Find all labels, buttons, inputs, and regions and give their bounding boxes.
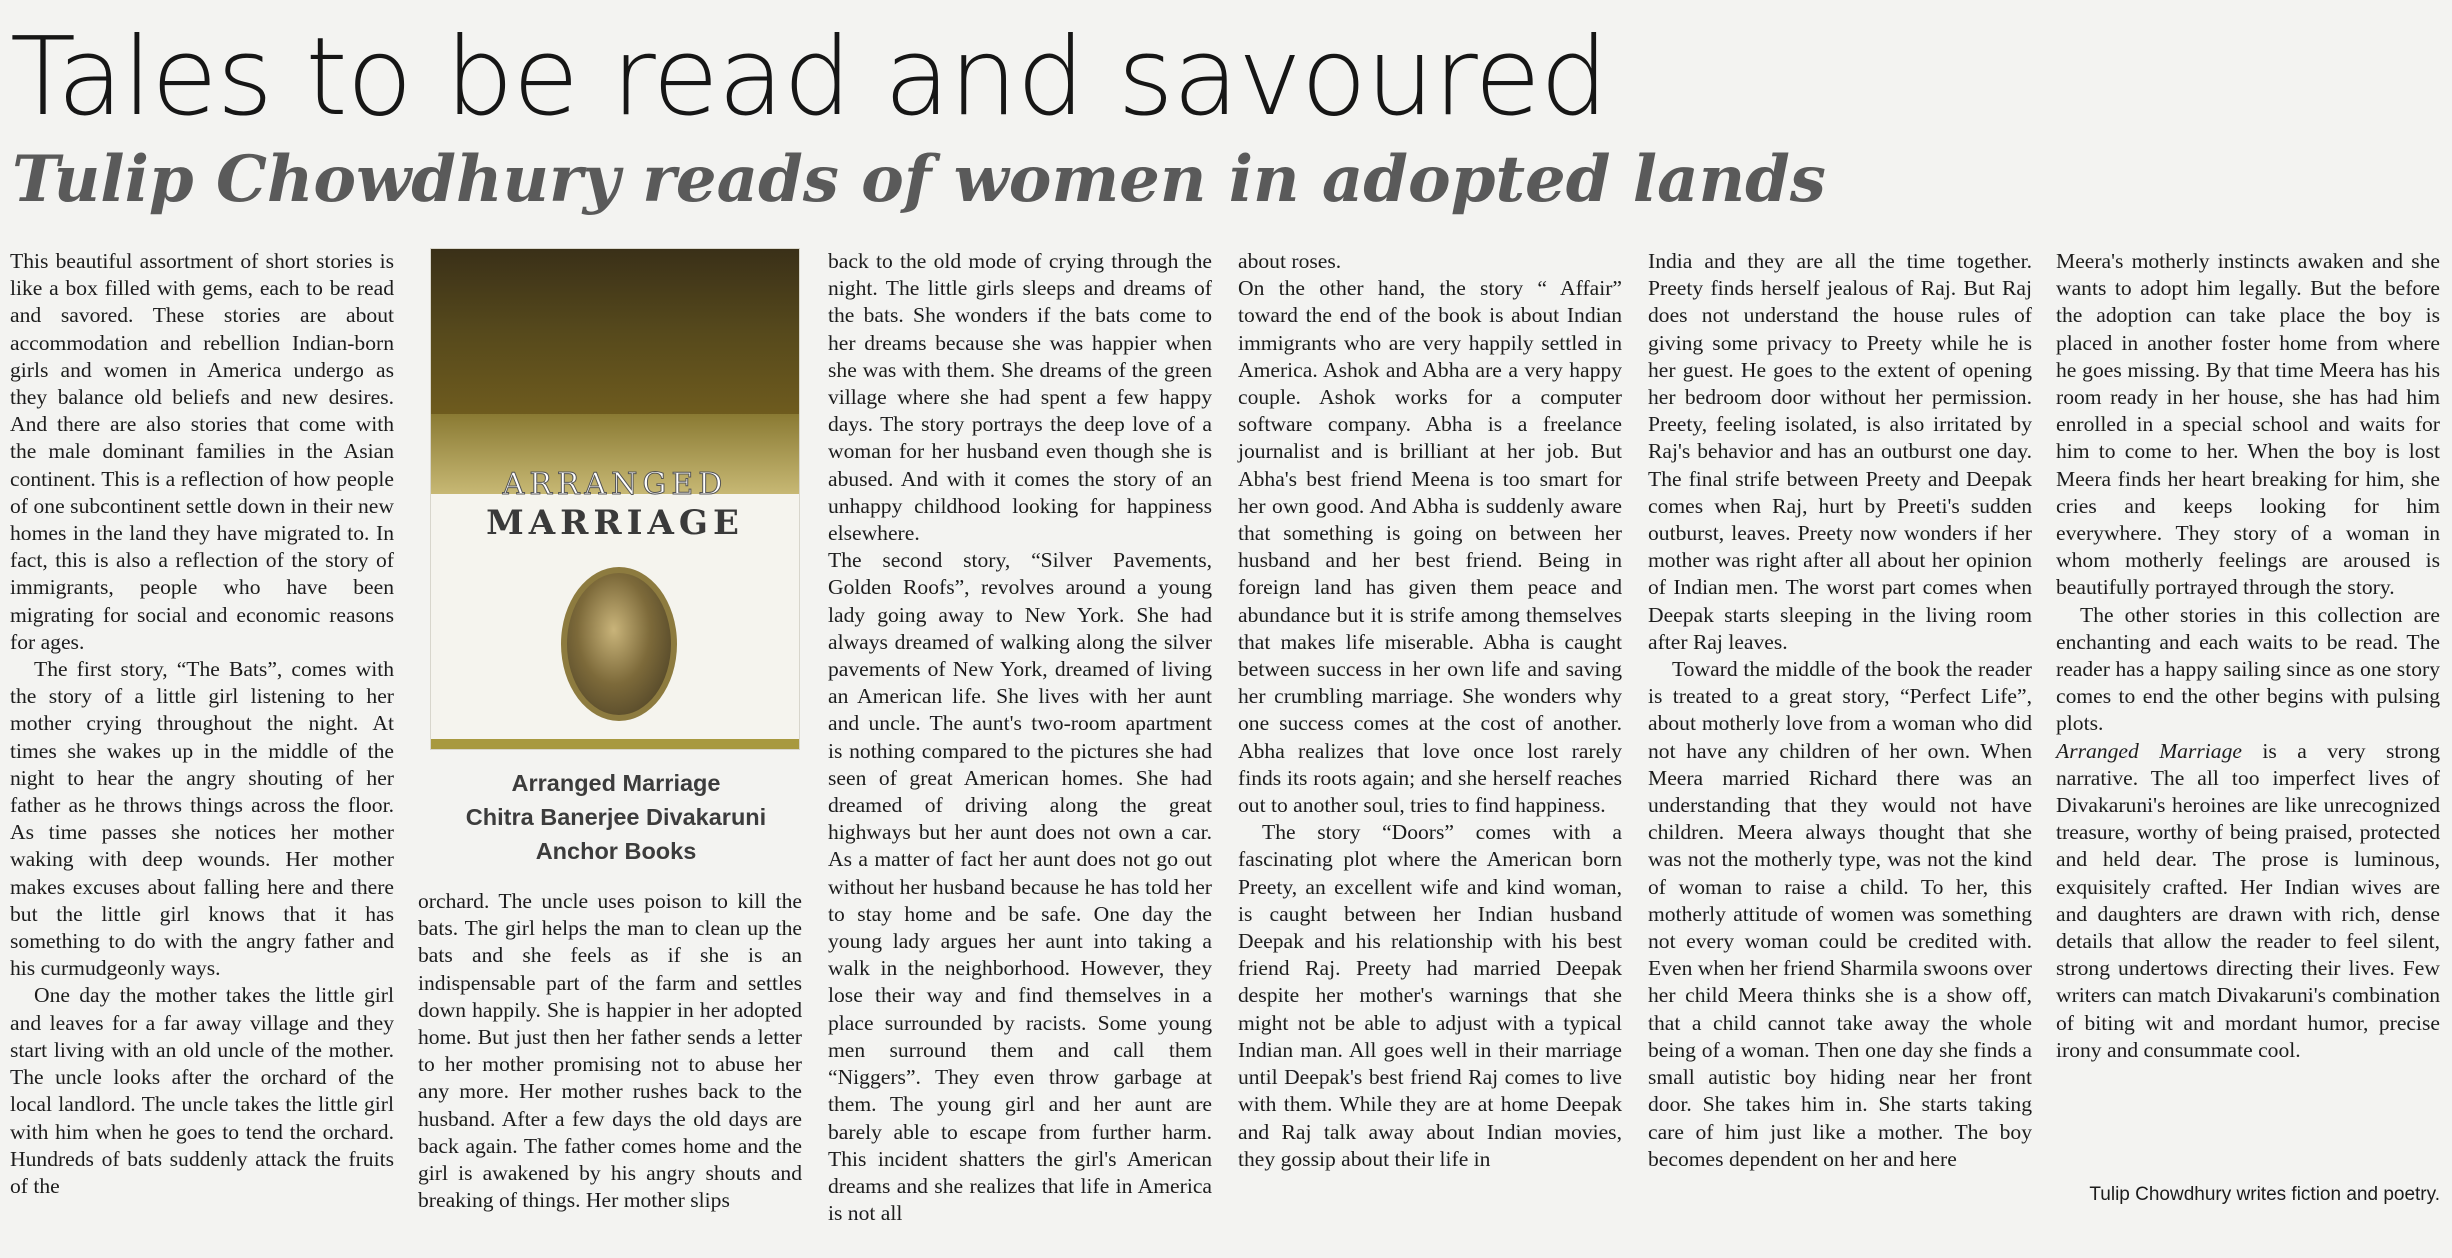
article-column-4 (1238, 248, 1622, 1173)
cover-oval-portrait (561, 567, 677, 721)
paragraph: The story “Doors” comes with a fascinating plot where the American born Preety, an excellent wife and kind woman, is caught between her Indian husband Deepak and his relationship with his best friend Raj. Preety had married Deepak despite her mother's warnings that she might not be able to adjust with a typical Indian man. All goes well in their marriage until Deepak's best friend Raj comes to live with them. While they are at home Deepak and Raj talk away about Indian movies, they gossip about their life in (1238, 820, 1622, 1171)
paragraph: Toward the middle of the book the reader is treated to a great story, “Perfect Life”, about motherly love from a woman who did not have any children of her own. When Meera married Richard there was an understanding that they would not have children. Meera always thought that she was not the motherly type, was not the kind of woman to raise a child. To her, this motherly attitude of women was something not every woman could be credited with. Even when her friend Sharmila swoons over her child Meera thinks she is a show off, that a child cannot take away the whole being of a woman. Then one day she finds a small autistic boy hiding near her front door. She takes him in. She starts taking care of him just like a mother. The boy becomes dependent on her and here (1648, 657, 2032, 1171)
cover-bottom-bar (431, 739, 799, 749)
paragraph: about roses. (1238, 249, 1342, 273)
caption-publisher: Anchor Books (535, 838, 697, 864)
article-column-6 (2056, 248, 2440, 1064)
paragraph: The first story, “The Bats”, comes with the story of a little girl listening to her mother crying throughout the night. At times she wakes up in the middle of the night to hear the angry shouting of her father as he throws things across the floor. As time passes she notices her mother waking with deep wounds. Her mother makes excuses about falling here and there but the little girl knows that it has something to do with the angry father and his curmudgeonly ways. (10, 657, 394, 981)
cover-dark-band (431, 249, 799, 414)
article-column-3 (828, 248, 1212, 1227)
paragraph (2056, 738, 2440, 1064)
caption-author: Chitra Banerjee Divakaruni (465, 804, 767, 830)
headline: Tales to be read and savoured (10, 15, 1608, 140)
paragraph-text: is a very strong narrative. The all too imperfect lives of Divakaruni's heroines are like unrecognized treasure, worthy of being praised, protected and held dear. The prose is luminous, exquisitely crafted. Her Indian wives are and daughters are drawn with rich, dense details that allow the reader to feel silent, strong undertows directing their lives. Few writers can match Divakaruni's combination of biting wit and mordant humor, precise irony and consummate cool. (2056, 738, 2440, 1062)
paragraph: India and they are all the time together. Preety finds herself jealous of Raj. But Raj does not understand the house rules of giving some privacy to Preety while he is her guest. He goes to the extent of opening her bedroom door without her permission. Preety, feeling isolated, is also irritated by Raj's behavior and has an outburst one day. The final strife between Preety and Deepak comes when Raj, hurt by Preeti's sudden outburst, leaves. Preety now wonders if her mother was right after all about her opinion of Indian men. The worst part comes when Deepak starts sleeping in the living room after Raj leaves. (1648, 249, 2032, 654)
book-cover-image (430, 248, 800, 750)
paragraph: The second story, “Silver Pavements, Golden Roofs”, revolves around a young lady going away to New York. She had always dreamed of walking along the silver pavements of New York, dreamed of living an American life. She lives with her aunt and uncle. The aunt's two-room apartment is nothing compared to the pictures she had seen of great American homes. She had dreamed of driving along the great highways but her aunt does not own a car. As a matter of fact her aunt does not go out without her husband because he has told her to stay home and be safe. One day the young lady argues her aunt into taking a walk in the neighborhood. However, they lose their way and find themselves in a place surrounded by racists. Some young men surround them and call them “Niggers”. They even throw garbage at them. The young girl and her aunt are barely able to escape from further harm. This incident shatters the girl's American dreams and she realizes that life in America is not all (828, 548, 1212, 1226)
cover-title-line1: ARRANGED (502, 467, 728, 502)
book-caption (418, 766, 814, 868)
cover-title-line2: MARRIAGE (486, 503, 744, 543)
caption-title: Arranged Marriage (511, 770, 721, 796)
paragraph: back to the old mode of crying through the night. The little girls sleeps and dreams of the bats. She wonders if the bats come to her dreams because she was happier when she was with them. She dreams of the green village where she had spent a few happy days. The story portrays the deep love of a woman for her husband even though she is abused. And with it comes the story of an unhappy childhood looking for happiness elsewhere. (828, 249, 1212, 546)
paragraph: On the other hand, the story “ Affair” toward the end of the book is about Indian immigrants who are very happily settled in America. Ashok and Abha are a very happy couple. Ashok works for a computer software company. Abha is a freelance journalist and is brilliant at her job. But Abha's best friend Meena is too smart for her own good. And Abha is suddenly aware that something is going on between her husband and her best friend. Being in foreign land has given them peace and abundance but it is strife among themselves that makes life miserable. Abha is caught between success in her own life and saving her crumbling marriage. She wonders why one success comes at the cost of another. Abha realizes that love once lost rarely finds its roots again; and she herself reaches out to another soul, tries to find happiness. (1238, 276, 1622, 818)
paragraph: orchard. The uncle uses poison to kill the bats. The girl helps the man to clean up the bats and she feels as if she is an indispensable part of the farm and settles down happily. She is happier in her adopted home. But just then her father sends a letter to her mother promising not to abuse her any more. Her mother rushes back to the husband. After a few days the old days are back again. The father comes home and the girl is awakened by his angry shouts and breaking of things. Her mother slips (418, 889, 802, 1213)
paragraph: One day the mother takes the little girl and leaves for a far away village and they start living with an old uncle of the mother. The uncle looks after the orchard of the local landlord. The uncle takes the little girl with him when he goes to tend the orchard. Hundreds of bats suddenly attack the fruits of the (10, 983, 394, 1198)
paragraph: The other stories in this collection are enchanting and each waits to be read. The reader has a happy sailing since as one story comes to end the other begins with pulsing plots. (2056, 602, 2440, 736)
paragraph: This beautiful assortment of short stories is like a box filled with gems, each to be read and savored. These stories are about accommodation and rebellion Indian-born girls and women in America undergo as they balance old beliefs and new desires. And there are also stories that come with the male dominant families in the Asian continent. This is a reflection of how people of one subcontinent settle down in their new homes in the land they have migrated to. In fact, this is also a reflection of the story of immigrants, people who have been migrating for social and economic reasons for ages. (10, 249, 394, 654)
paragraph: Meera's motherly instincts awaken and she wants to adopt him legally. But the before the adoption can take place the boy is placed in another foster home from where he goes missing. By that time Meera has his room ready in her house, she has had him enrolled in a special school and waits for him to come to her. When the boy is lost Meera finds her heart breaking for him, she cries and keeps looking for him everywhere. They story of a woman in whom motherly feelings are aroused is beautifully portrayed through the story. (2056, 249, 2440, 600)
standfirst: Tulip Chowdhury reads of women in adopted lands (12, 142, 1826, 217)
article-column-1 (10, 248, 394, 1200)
author-byline: Tulip Chowdhury writes fiction and poetry. (2089, 1184, 2440, 1205)
article-column-5 (1648, 248, 2032, 1173)
book-title-italic: Arranged Marriage (2056, 738, 2242, 763)
article-column-2 (418, 888, 802, 1214)
